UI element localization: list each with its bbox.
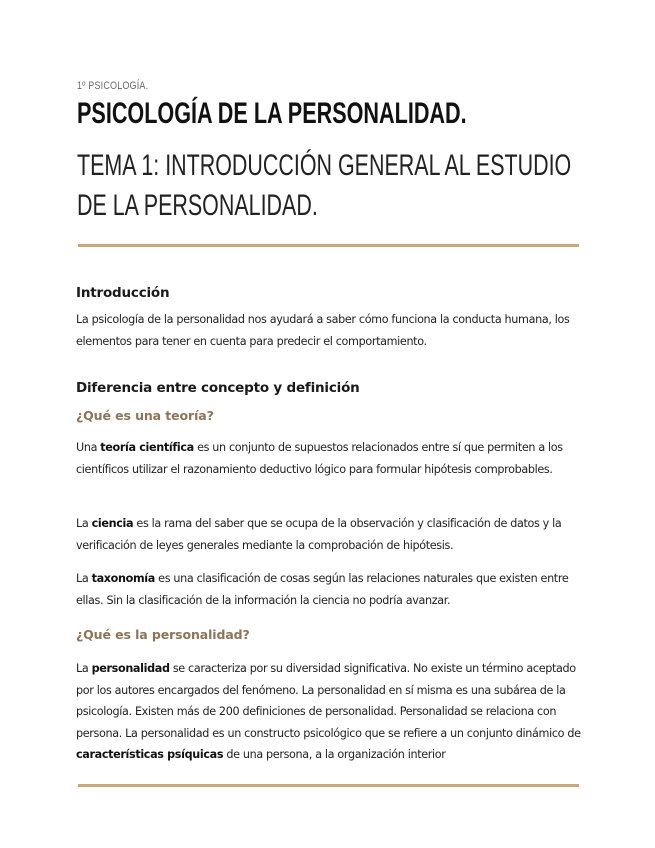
bold-term: ciencia [91, 517, 134, 530]
text: La [76, 572, 92, 585]
header-divider [78, 244, 579, 247]
bold-term: personalidad [91, 662, 170, 675]
bold-term: teoría científica [100, 441, 194, 454]
paragraph-teoria [76, 437, 586, 480]
text: se caracteriza por su diversidad significativa. No existe un término aceptado por los autores encargados del fenómeno. La personalidad en sí misma es una subárea de la psicología. Existen más de 200 definiciones de personalidad. Personalidad se relaciona con persona. La personalidad es un constructo psicológico que se refiere a un conjunto dinámico de [76, 662, 581, 740]
bold-term: características psíquicas [76, 748, 224, 761]
text: Una [76, 441, 101, 454]
text: de una persona, a la organización interior [223, 748, 446, 761]
paragraph-taxonomia [76, 568, 586, 611]
course-label: 1º PSICOLOGÍA. [77, 80, 149, 92]
text: es la rama del saber que se ocupa de la observación y clasificación de datos y la verificación de leyes generales mediante la comprobación de hipótesis. [76, 517, 562, 552]
document-subtitle: TEMA 1: INTRODUCCIÓN GENERAL AL ESTUDIO DE LA PERSONALIDAD. [77, 149, 572, 222]
text: es una clasificación de cosas según las relaciones naturales que existen entre ellas. Sin la clasificación de la información la ciencia no podría avanzar. [76, 572, 569, 607]
heading-diferencia: Diferencia entre concepto y definición [76, 380, 360, 396]
paragraph-ciencia [76, 513, 586, 556]
document-title: PSICOLOGÍA DE LA PERSONALIDAD. [77, 97, 467, 130]
text: es un conjunto de supuestos relacionados entre sí que permiten a los científicos utilizar el razonamiento deductivo lógico para formular hipótesis comprobables. [76, 441, 563, 476]
subheading-personalidad: ¿Qué es la personalidad? [76, 627, 250, 642]
footer-divider [78, 784, 579, 787]
subheading-teoria: ¿Qué es una teoría? [76, 408, 214, 423]
paragraph-personalidad [76, 658, 586, 766]
bold-term: taxonomía [91, 572, 155, 585]
text: La [76, 662, 92, 675]
paragraph-introduccion: La psicología de la personalidad nos ayudará a saber cómo funciona la conducta humana, los elementos para tener en cuenta para predecir el comportamiento. [76, 313, 570, 348]
heading-introduccion: Introducción [76, 285, 170, 301]
text: La [76, 517, 92, 530]
